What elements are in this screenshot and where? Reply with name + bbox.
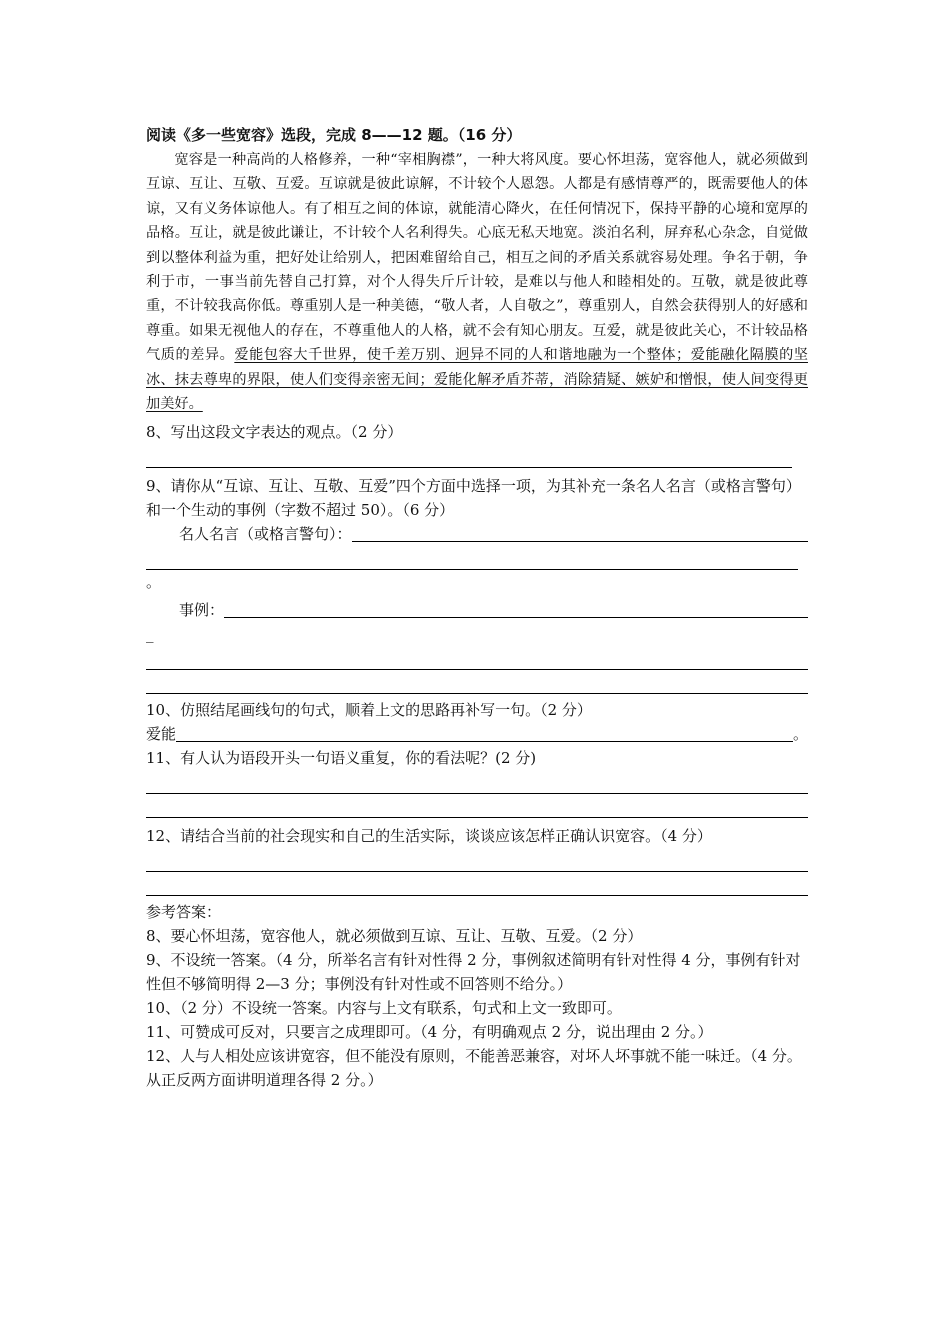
document-page — [146, 124, 808, 1092]
q9-quote-end: 。 — [146, 573, 162, 592]
answer-line-q9-example[interactable] — [224, 599, 808, 618]
answer-line-q10[interactable] — [176, 723, 793, 742]
question-10: 10、仿照结尾画线句的句式，顺着上文的思路再补写一句。（2 分） — [146, 701, 592, 720]
answer-12: 12、人与人相处应该讲宽容，但不能没有原则，不能善恶兼容，对坏人坏事就不能一味迁。（4 分。从正反两方面讲明道理各得 2 分。） — [146, 1047, 802, 1090]
section-title: 阅读《多一些宽容》选段，完成 8——12 题。（16 分） — [146, 126, 522, 144]
passage-underlined-sentence: 爱能包容大千世界，使千差万别、迥异不同的人和谐地融为一个整体；爱能融化隔膜的坚冰、抹去尊卑的界限，使人们变得亲密无间；爱能化解矛盾芥蒂，消除猜疑、嫉妒和憎恨，使人间变得更加美好。 — [146, 347, 808, 413]
q9-example-row — [146, 598, 808, 622]
answer-11: 11、可赞成可反对，只要言之成理即可。（4 分，有明确观点 2 分，说出理由 2 分。） — [146, 1023, 713, 1042]
answer-8: 8、要心怀坦荡，宽容他人，就必须做到互谅、互让、互敬、互爱。（2 分） — [146, 927, 643, 946]
passage — [146, 148, 808, 416]
answer-10: 10、（2 分）不设统一答案。内容与上文有联系，句式和上文一致即可。 — [146, 999, 622, 1018]
q9-example-label: 事例： — [179, 601, 225, 620]
answer-line-q8[interactable] — [146, 444, 792, 468]
answer-line-q12-2[interactable] — [146, 872, 808, 896]
question-9: 9、请你从“互谅、互让、互敬、互爱”四个方面中选择一项，为其补充一条名人名言（或格言警句）和一个生动的事例（字数不超过 50）。（6 分） — [146, 477, 801, 520]
answer-9: 9、不设统一答案。（4 分，所举名言有针对性得 2 分，事例叙述简明有针对性得 4 分，事例有针对性但不够简明得 2—3 分；事例没有针对性或不回答则不给分。） — [146, 951, 801, 994]
q10-row — [146, 722, 808, 746]
question-8: 8、写出这段文字表达的观点。（2 分） — [146, 423, 403, 442]
q9-example-dash: _ — [146, 625, 154, 644]
answer-line-q9-quote-2[interactable] — [146, 546, 798, 570]
answer-line-q9-example-3[interactable] — [146, 670, 808, 694]
answer-line-q11-2[interactable] — [146, 794, 808, 818]
q10-end: 。 — [792, 725, 808, 744]
answers-heading: 参考答案： — [146, 903, 222, 922]
answer-line-q9-quote[interactable] — [352, 523, 808, 542]
q10-prefix: 爱能 — [146, 725, 177, 744]
question-11: 11、有人认为语段开头一句语义重复，你的看法呢？(2 分) — [146, 749, 537, 768]
answer-line-q9-example-2[interactable] — [146, 646, 808, 670]
q9-quote-row — [146, 522, 808, 546]
passage-main: 宽容是一种高尚的人格修养，一种“宰相胸襟”，一种大将风度。要心怀坦荡，宽容他人，就必须做到互谅、互让、互敬、互爱。互谅就是彼此谅解，不计较个人恩怨。人都是有感情尊严的，既需要他人的体谅，又有义务体谅他人。有了相互之间的体谅，就能清心降火，在任何情况下，保持平静的心境和宽厚的品格。互让，就是彼此谦让，不计较个人名利得失。心底无私天地宽。淡泊名利，屏弃私心杂念，自觉做到以整体利益为重，把好处让给别人，把困难留给自己，相互之间的矛盾关系就容易处理。争名于朝，争利于市，一事当前先替自己打算，对个人得失斤斤计较，是难以与他人和睦相处的。互敬，就是彼此尊重，不计较我高你低。尊重别人是一种美德，“敬人者，人自敬之”，尊重别人，自然会获得别人的好感和尊重。如果无视他人的存在，不尊重他人的人格，就不会有知心朋友。互爱，就是彼此关心，不计较品格气质的差异。 — [146, 152, 808, 364]
question-12: 12、请结合当前的社会现实和自己的生活实际，谈谈应该怎样正确认识宽容。（4 分） — [146, 827, 712, 846]
q9-quote-label: 名人名言（或格言警句）： — [179, 525, 352, 544]
answer-line-q12-1[interactable] — [146, 848, 808, 872]
answer-line-q11-1[interactable] — [146, 770, 808, 794]
